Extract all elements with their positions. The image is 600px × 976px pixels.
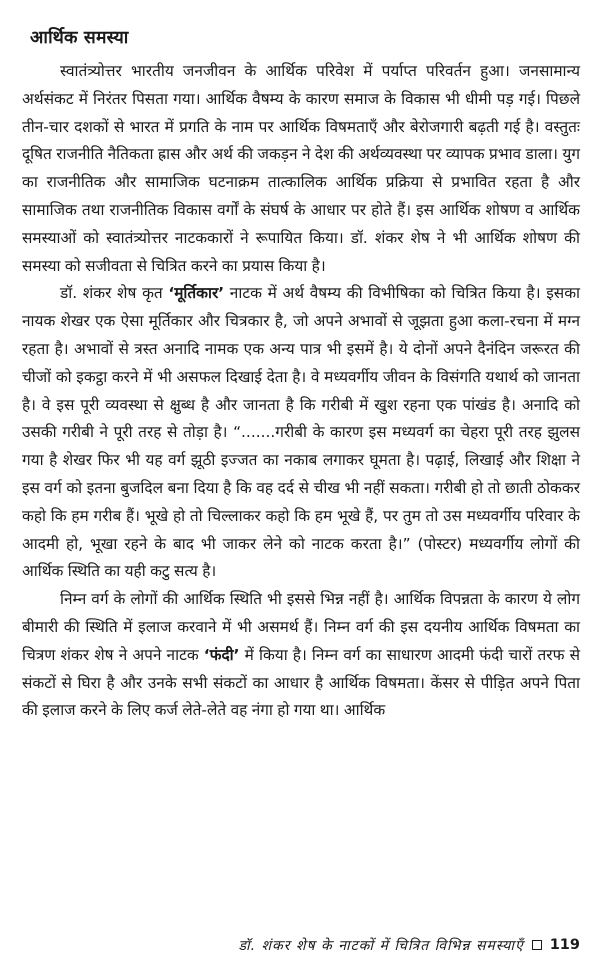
page-number: 119	[549, 937, 580, 953]
paragraph-3	[22, 586, 580, 725]
paragraph-1: स्वातंत्र्योत्तर भारतीय जनजीवन के आर्थिक परिवेश में पर्याप्त परिवर्तन हुआ। जनसामान्य अर्थसंकट में निरंतर पिसता गया। आर्थिक वैषम्य के कारण समाज के विकास भी धीमी पड़ गई। पिछले तीन-चार दशकों से भारत में प्रगति के नाम पर आर्थिक विषमताएँ और बेरोजगारी बढ़ती गई है। वस्तुतः दूषित राजनीति नैतिकता ह्रास और अर्थ की जकड़न ने देश की अर्थव्यवस्था पर व्यापक प्रभाव डाला। युग का राजनीतिक और सामाजिक घटनाक्रम तात्कालिक आर्थिक प्रक्रिया से प्रभावित रहता है और सामाजिक तथा राजनीतिक विकास वर्गों के संघर्ष के आधार पर होते हैं। इस आर्थिक शोषण व आर्थिक समस्याओं को स्वातंत्र्योत्तर नाटककारों ने रूपायित किया। डॉ. शंकर शेष ने भी आर्थिक शोषण की समस्या को सजीवता से चित्रित करने का प्रयास किया है।	[22, 62, 580, 275]
square-bullet-icon	[532, 940, 542, 950]
paragraph-2-rest: नाटक में अर्थ वैषम्य की विभीषिका को चित्रित किया है। इसका नायक शेखर एक ऐसा मूर्तिकार और चित्रकार है, जो अपने अभावों से जूझता हुआ कला-रचना में मग्न रहता है। अभावों से त्रस्त अनादि नामक एक अन्य पात्र भी इसमें है। ये दोनों अपने दैनंदिन जरूरत की चीजों को इकट्ठा करने में भी असफल दिखाई देता है। वे मध्यवर्गीय जीवन के विसंगति यथार्थ को जानता है। वे इस पूरी व्यवस्था से क्षुब्ध है और जानता है कि गरीबी में खुश रहना एक पांखंड है। अनादि को उसकी गरीबी ने पूरी तरह से तोड़ा है। “.......गरीबी के कारण इस मध्यवर्ग का चेहरा पूरी तरह झुलस गया है शेखर फिर भी यह वर्ग झूठी इज्जत का नकाब लगाकर घूमता है। पढ़ाई, लिखाई और शिक्षा ने इस वर्ग को इतना बुजदिल बना दिया है कि वह दर्द से चीख भी नहीं सकता। गरीबी हो तो छाती ठोककर कहो कि हम गरीब हैं। भूखे हो तो चिल्लाकर कहो कि हम भूखे हैं, पर तुम तो उस मध्यवर्गीय परिवार के आदमी हो, भूखा रहने के बाद भी जाकर लेने को नाटक करता है।” (पोस्टर) मध्यवर्गीय लोगों की आर्थिक स्थिति का यही कटु सत्य है।	[22, 284, 580, 581]
play-title-phandi: ‘फंदी’	[203, 645, 240, 664]
play-title-murtikar: ‘मूर्तिकार’	[168, 284, 225, 303]
paragraph-2-start: डॉ. शंकर शेष कृत	[60, 284, 169, 303]
paragraph-3-start: निम्न वर्ग के लोगों की आर्थिक स्थिति भी इससे भिन्न नहीं है। आर्थिक विपन्नता के कारण ये लोग बीमारी की स्थिति में इलाज करवाने में भी असमर्थ हैं। निम्न वर्ग की इस दयनीय आर्थिक विषमता का चित्रण शंकर शेष ने अपने नाटक	[22, 590, 580, 664]
paragraph-2	[22, 280, 580, 586]
section-heading: आर्थिक समस्या	[30, 28, 129, 48]
paragraph-3-rest: में किया है। निम्न वर्ग का साधारण आदमी फंदी चारों तरफ से संकटों से घिरा है और उनके सभी संकटों का आधार है आर्थिक विषमता। केंसर से पीड़ित अपने पिता की इलाज करने के लिए कर्ज लेते-लेते वह नंगा हो गया था। आर्थिक	[22, 645, 580, 720]
running-title: डॉ. शंकर शेष के नाटकों में चित्रित विभिन्न समस्याएँ	[238, 937, 524, 954]
page-footer	[0, 934, 580, 956]
